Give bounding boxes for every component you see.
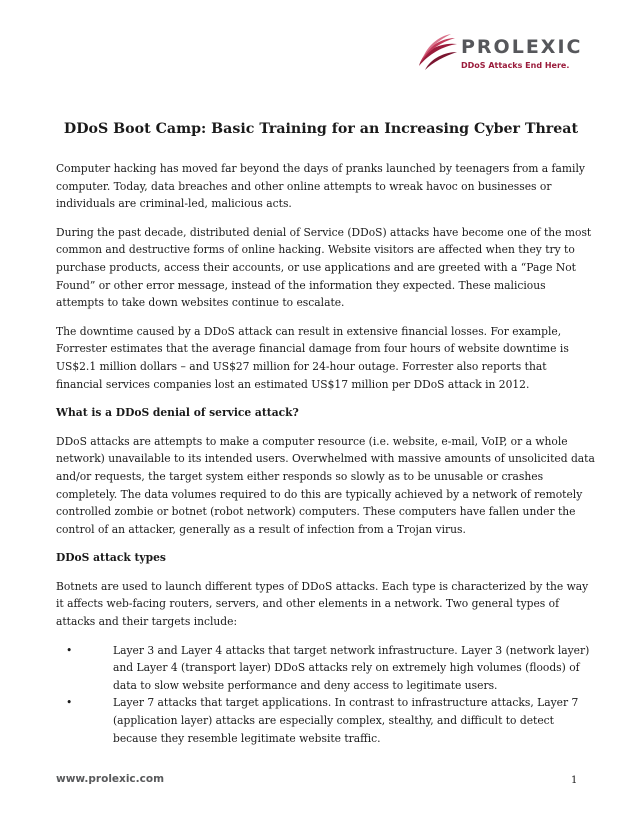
footer-url: www.prolexic.com bbox=[56, 773, 165, 785]
paragraph: Botnets are used to launch different types of DDoS attacks. Each type is characterized by the way it affects web-facing routers, servers, and other elements in a network. Two general types of attacks and their targets include: bbox=[56, 579, 589, 629]
list-item-text: Layer 7 attacks that target applications. In contrast to infrastructure attacks, Layer 7 (application layer) attacks are especially complex, stealthy, and difficult to detect because they resemble legitimate website traffic. bbox=[113, 696, 579, 745]
section-heading: DDoS attack types bbox=[56, 551, 166, 565]
logo-name: PROLEXIC bbox=[461, 36, 583, 58]
list-item bbox=[56, 694, 596, 747]
swirl-logo-icon bbox=[415, 32, 459, 76]
paragraph: The downtime caused by a DDoS attack can result in extensive financial losses. For example, Forrester estimates that the average financial damage from four hours of website downtime is US$2.1 million dollars – and US$27 million for 24-hour outage. Forrester also reports that financial services companies lost an estimated US$17 million per DDoS attack in 2012. bbox=[56, 324, 569, 391]
document-title: DDoS Boot Camp: Basic Training for an Increasing Cyber Threat bbox=[63, 121, 579, 137]
list-item-text: Layer 3 and Layer 4 attacks that target network infrastructure. Layer 3 (network layer) and Layer 4 (transport layer) DDoS attacks rely on extremely high volumes (floods) of data to slow website performance and deny access to legitimate users. bbox=[113, 643, 590, 692]
paragraph: Computer hacking has moved far beyond the days of pranks launched by teenagers from a family computer. Today, data breaches and other online attempts to wreak havoc on businesses or individuals are criminal-led, malicious acts. bbox=[56, 162, 585, 211]
bullet-icon: • bbox=[66, 696, 73, 710]
list-item bbox=[56, 642, 596, 695]
bullet-icon: • bbox=[66, 643, 73, 657]
page-number: 1 bbox=[571, 775, 578, 786]
prolexic-logo bbox=[415, 32, 605, 82]
logo-tagline: DDoS Attacks End Here. bbox=[461, 61, 570, 70]
paragraph: DDoS attacks are attempts to make a computer resource (i.e. website, e-mail, VoIP, or a whole network) unavailable to its intended users. Overwhelmed with massive amounts of unsolicited data and/or requests, the target system either responds so slowly as to be unusable or crashes completely. The data volumes required to do this are typically achieved by a network of remotely controlled zombie or botnet (robot network) computers. These computers have fallen under the control of an attacker, generally as a result of infection from a Trojan virus. bbox=[56, 434, 595, 536]
paragraph: During the past decade, distributed denial of Service (DDoS) attacks have become one of the most common and destructive forms of online hacking. Website visitors are affected when they try to purchase products, access their accounts, or use applications and are greeted with a “Page Not Found” or other error message, instead of the information they expected. These malicious attempts to take down websites continue to escalate. bbox=[56, 225, 592, 310]
document-body bbox=[56, 160, 596, 747]
section-heading: What is a DDoS denial of service attack? bbox=[56, 406, 299, 420]
attack-types-list bbox=[56, 642, 596, 748]
